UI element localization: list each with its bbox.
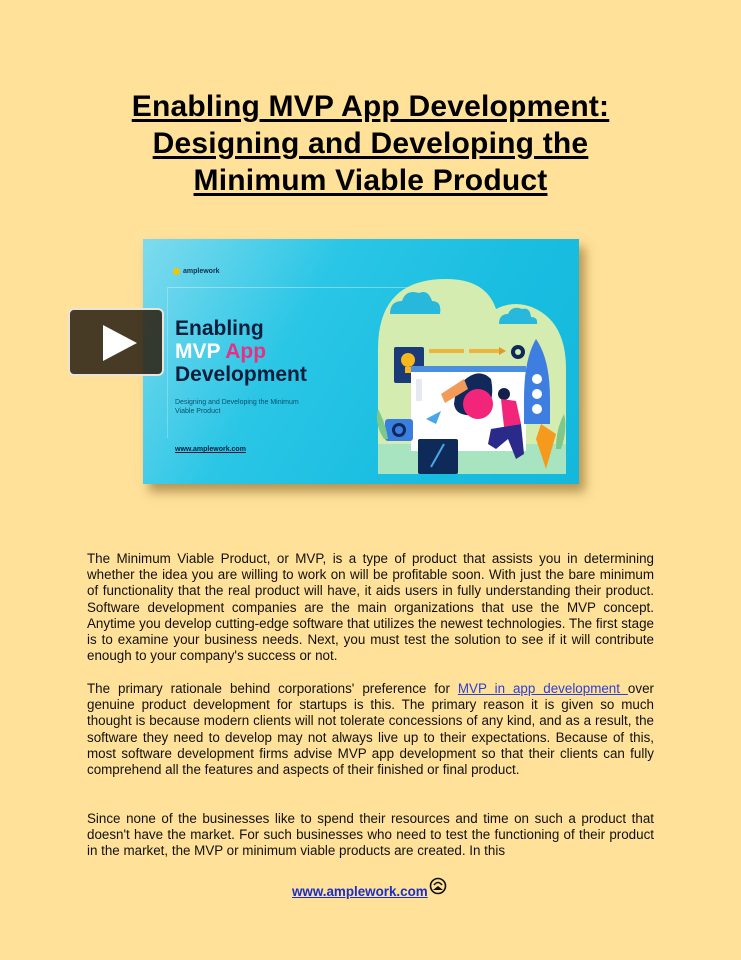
banner-brand (173, 268, 220, 275)
title-line-2: Designing and Developing the (152, 127, 589, 160)
mvp-illustration-icon (356, 239, 579, 484)
footer-website-link[interactable]: www.amplework.com (292, 884, 428, 899)
mvp-app-development-link[interactable]: MVP in app development (457, 681, 628, 696)
document-title (0, 88, 741, 199)
banner-headline-app: App (225, 340, 267, 363)
play-video-button[interactable] (68, 308, 164, 376)
paragraph-intro: The Minimum Viable Product, or MVP, is a type of product that assists you in determining whether the idea you are willing to work on will be profitable soon. With just the bare minimum of functionality that the real product will have, it aids users in fully understanding their product. Software development companies are the main organizations that use the MVP concept. Anytime you develop cutting-edge software that utilizes the newest technologies. The first stage is to examine your business needs. Next, you must test the solution to see if it will contribute enough to your company's success or not. (87, 551, 654, 664)
brand-name: amplework (183, 268, 220, 275)
banner-headline-line2 (175, 340, 266, 363)
title-line-1: Enabling MVP App Development: (131, 90, 610, 123)
banner-headline-line3: Development (175, 363, 307, 386)
banner-image (143, 239, 579, 484)
banner-headline-line1: Enabling (175, 317, 264, 340)
paragraph-rationale-start: The primary rationale behind corporations' preference for (87, 681, 458, 696)
play-icon (101, 323, 139, 363)
footer (292, 877, 447, 899)
banner-headline-mvp: MVP (175, 340, 221, 363)
title-line-3: Minimum Viable Product (193, 164, 548, 197)
banner-subtitle: Designing and Developing the Minimum Viable Product (175, 399, 299, 415)
brand-logo-icon (173, 268, 180, 275)
paragraph-businesses: Since none of the businesses like to spend their resources and time on such a product that doesn't have the market. For such businesses who need to test the functioning of their product in the market, the MVP or minimum viable products are created. In this (87, 811, 654, 859)
banner-url: www.amplework.com (175, 446, 246, 453)
amplework-logo-icon (429, 877, 447, 895)
paragraph-rationale-end: over genuine product development for startups is this. The primary reason it is given so much thought is because modern clients will not tolerate concessions of any kind, and as a result, the software they need to develop may not always live up to their expectations. Because of this, most software development firms advise MVP app development so that their clients can fully comprehend all the features and aspects of their finished or final product. (87, 681, 654, 778)
paragraph-rationale (87, 681, 654, 778)
